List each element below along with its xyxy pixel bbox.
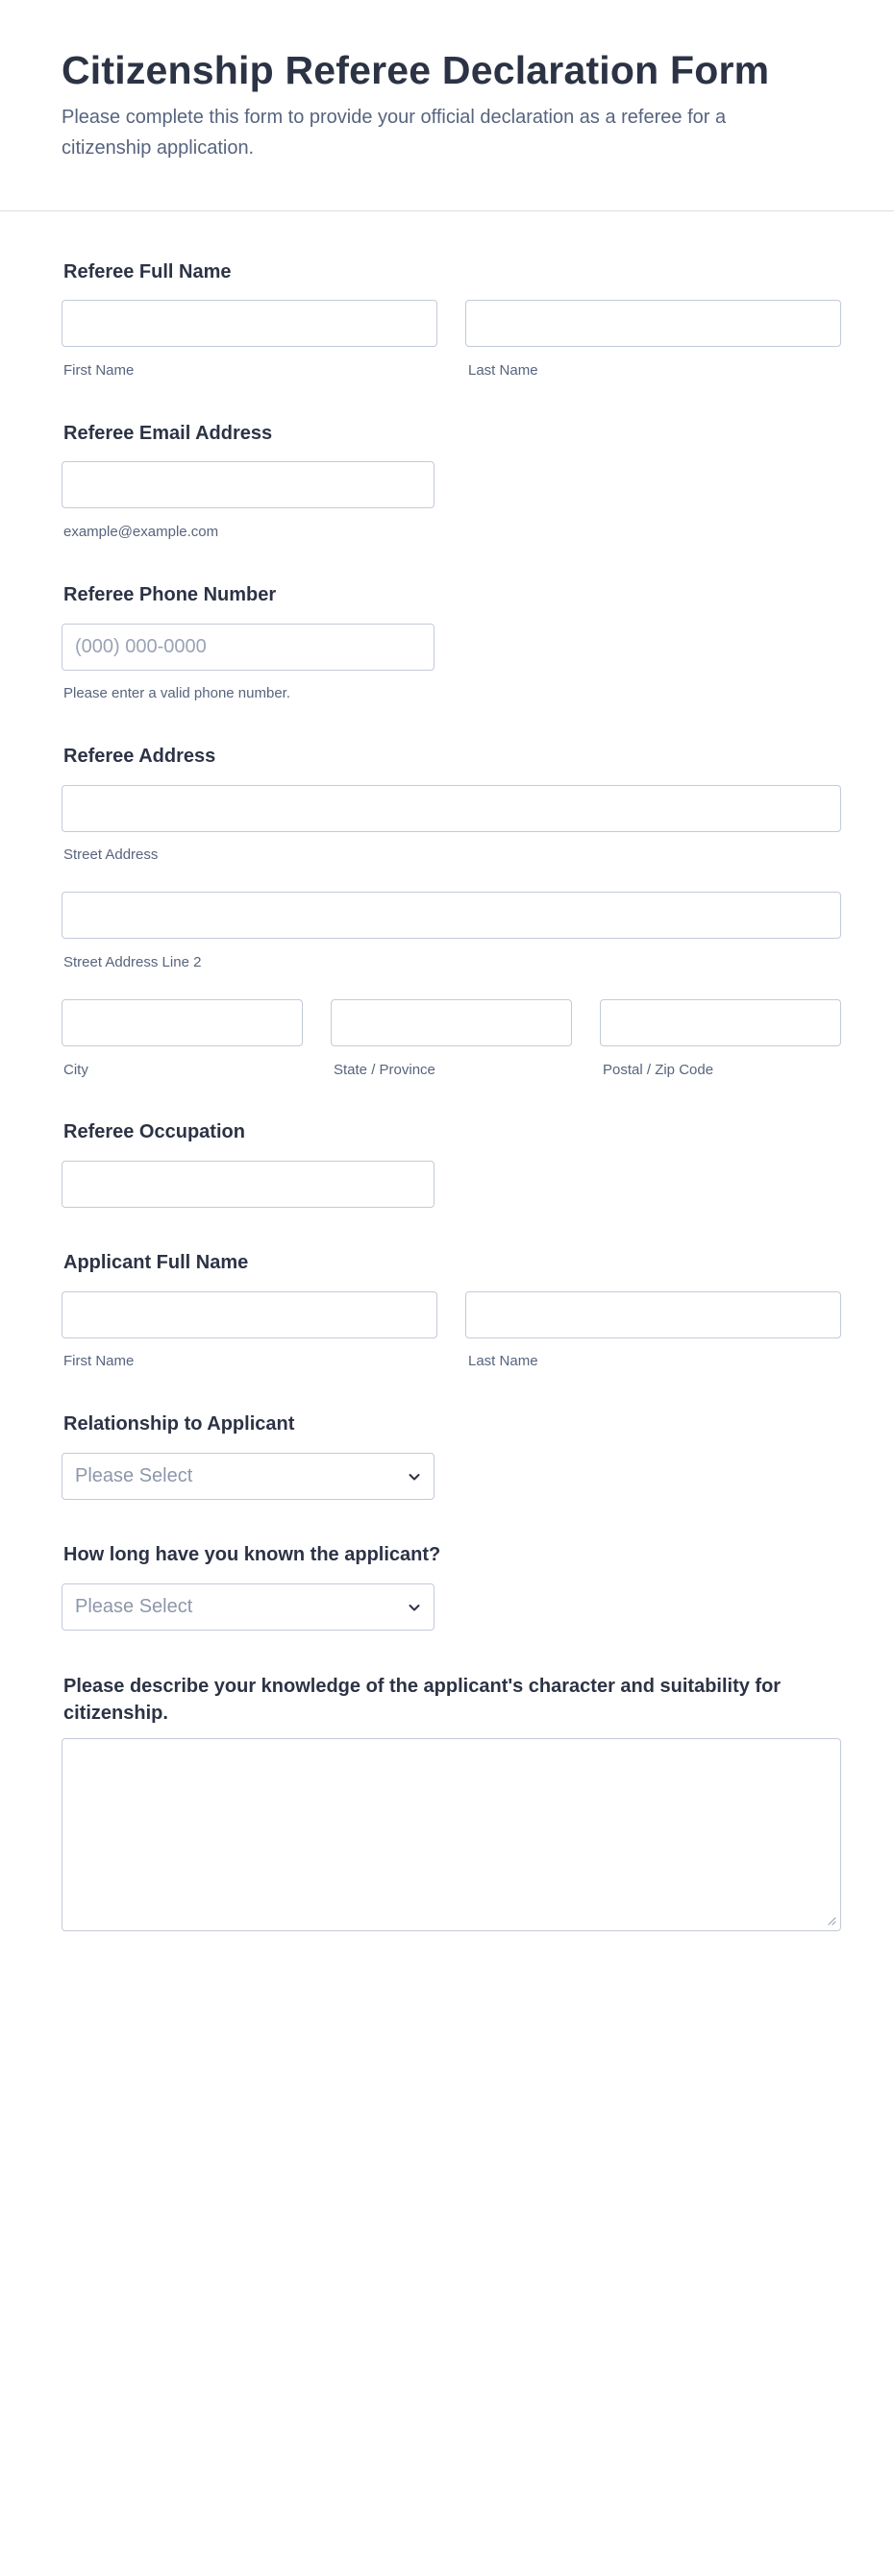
street-address-line2-input[interactable] bbox=[62, 892, 841, 939]
postal-code-sublabel: Postal / Zip Code bbox=[603, 1062, 714, 1078]
referee-occupation-input[interactable] bbox=[62, 1161, 435, 1208]
applicant-last-name-input[interactable] bbox=[465, 1291, 841, 1338]
referee-last-name-input[interactable] bbox=[465, 300, 841, 347]
chevron-down-icon bbox=[407, 1600, 422, 1615]
street-address-sublabel: Street Address bbox=[63, 846, 159, 863]
relationship-selected-value: Please Select bbox=[75, 1465, 193, 1486]
form-subtitle: Please complete this form to provide your official declaration as a referee for a citizenship application. bbox=[62, 107, 727, 159]
referee-occupation-label: Referee Occupation bbox=[63, 1121, 245, 1142]
city-sublabel: City bbox=[63, 1062, 88, 1078]
referee-address-label: Referee Address bbox=[63, 746, 216, 767]
referee-email-sublabel: example@example.com bbox=[63, 524, 219, 540]
applicant-first-name-input[interactable] bbox=[62, 1291, 437, 1338]
applicant-first-name-sublabel: First Name bbox=[63, 1353, 135, 1369]
resize-grip-icon[interactable] bbox=[827, 1916, 836, 1926]
applicant-name-label: Applicant Full Name bbox=[63, 1252, 249, 1273]
street-address-input[interactable] bbox=[62, 785, 841, 832]
referee-phone-label: Referee Phone Number bbox=[63, 584, 277, 605]
postal-code-input[interactable] bbox=[600, 999, 841, 1046]
relationship-label: Relationship to Applicant bbox=[63, 1413, 295, 1435]
referee-phone-input[interactable] bbox=[62, 624, 435, 671]
referee-name-label: Referee Full Name bbox=[63, 261, 232, 282]
known-duration-label: How long have you known the applicant? bbox=[63, 1544, 441, 1565]
referee-last-name-sublabel: Last Name bbox=[468, 362, 538, 379]
referee-first-name-input[interactable] bbox=[62, 300, 437, 347]
street-address-line2-sublabel: Street Address Line 2 bbox=[63, 954, 202, 970]
referee-email-input[interactable] bbox=[62, 461, 435, 508]
known-duration-select[interactable] bbox=[62, 1583, 435, 1631]
relationship-select[interactable] bbox=[62, 1453, 435, 1500]
state-province-sublabel: State / Province bbox=[334, 1062, 435, 1078]
chevron-down-icon bbox=[407, 1469, 422, 1484]
form-header bbox=[0, 0, 894, 211]
character-description-label: Please describe your knowledge of the applicant's character and suitability for citizenship. bbox=[63, 1676, 782, 1724]
state-province-input[interactable] bbox=[331, 999, 572, 1046]
character-description-textarea[interactable] bbox=[62, 1738, 841, 1931]
applicant-last-name-sublabel: Last Name bbox=[468, 1353, 538, 1369]
form-title: Citizenship Referee Declaration Form bbox=[62, 48, 770, 92]
referee-email-label: Referee Email Address bbox=[63, 423, 273, 444]
referee-first-name-sublabel: First Name bbox=[63, 362, 135, 379]
city-input[interactable] bbox=[62, 999, 303, 1046]
known-duration-selected-value: Please Select bbox=[75, 1596, 193, 1617]
referee-phone-sublabel: Please enter a valid phone number. bbox=[63, 685, 290, 701]
